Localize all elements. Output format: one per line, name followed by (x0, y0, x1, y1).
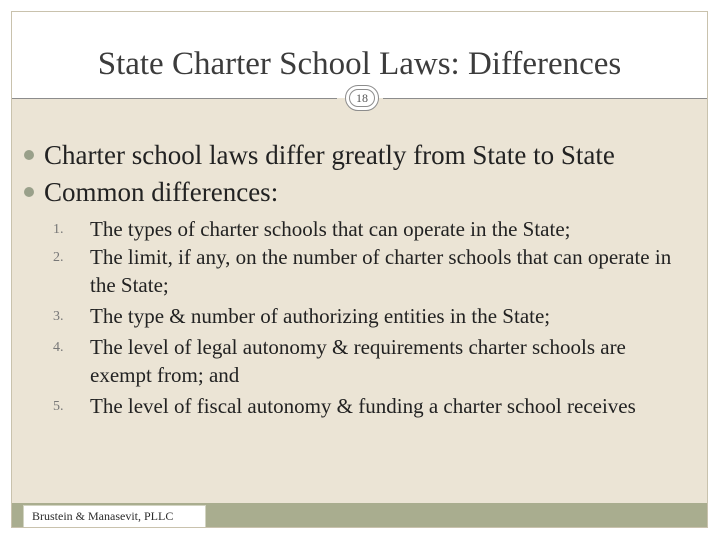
page-number: 18 (349, 89, 375, 107)
bullet-dot-icon (24, 150, 34, 160)
numbered-item (53, 243, 680, 299)
item-number: 3. (53, 309, 64, 324)
item-text: The limit, if any, on the number of charter schools that can operate in the State; (90, 245, 672, 297)
numbered-item (53, 302, 680, 330)
slide-title: State Charter School Laws: Differences (97, 46, 622, 82)
item-number: 2. (53, 250, 64, 265)
item-text: The level of fiscal autonomy & funding a charter school receives (90, 394, 636, 418)
item-number: 1. (53, 222, 64, 237)
item-number: 5. (53, 399, 64, 414)
numbered-item (53, 392, 680, 420)
item-text: The level of legal autonomy & requirements charter schools are exempt from; and (90, 335, 626, 387)
numbered-item (53, 215, 680, 243)
bullet-dot-icon (24, 187, 34, 197)
bullet-item (24, 179, 278, 206)
bullet-text: Charter school laws differ greatly from State to State (44, 140, 615, 170)
bullet-text: Common differences: (44, 177, 279, 207)
title-divider-right (383, 98, 708, 99)
page-number-badge (345, 85, 379, 111)
title-divider-left (12, 98, 337, 99)
item-number: 4. (53, 340, 64, 355)
item-text: The types of charter schools that can operate in the State; (90, 217, 571, 241)
numbered-item (53, 333, 680, 389)
footer-text: Brustein & Manasevit, PLLC (32, 509, 174, 523)
footer-bar (12, 503, 707, 528)
bullet-item (24, 142, 615, 169)
slide (11, 11, 708, 528)
item-text: The type & number of authorizing entities in the State; (90, 304, 551, 328)
